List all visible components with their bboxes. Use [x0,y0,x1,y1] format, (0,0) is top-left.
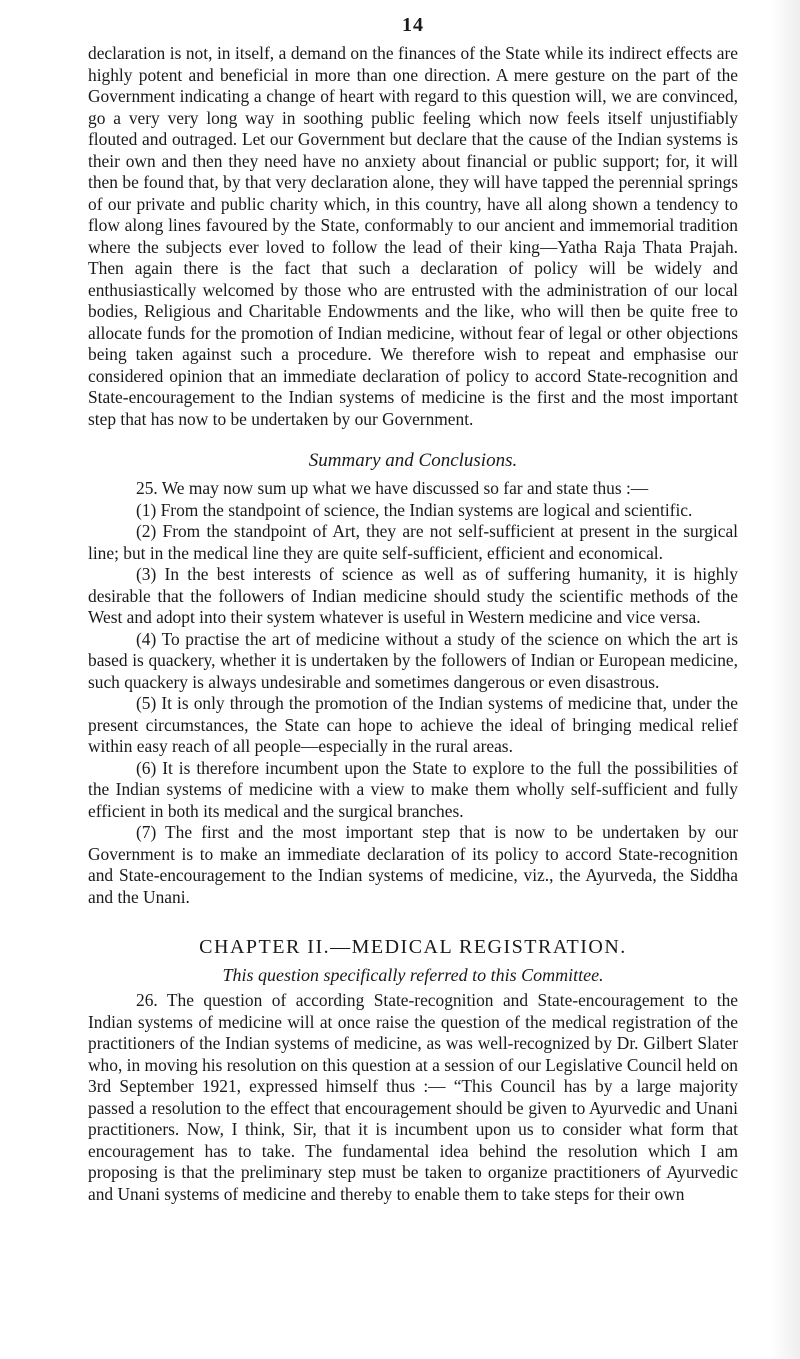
summary-item-2: (2) From the standpoint of Art, they are not self-sufficient at present in the surgical line; but in the medical line they are quite self-sufficient, efficient and economical. [88,521,738,563]
page-edge-shadow [770,0,800,1359]
paragraph-25: 25. We may now sum up what we have discussed so far and state thus :— [136,478,649,498]
summary-item-6: (6) It is therefore incumbent upon the State to explore to the full the possibilities of the Indian systems of medicine with a view to make them wholly self-sufficient and fully efficient in both its medical and the surgical branches. [88,757,738,821]
summary-item-4: (4) To practise the art of medicine without a study of the science on which the art is based is quackery, whether it is undertaken by the followers of Indian or European medicine, such quackery is always undesirable and sometimes dangerous or even disastrous. [88,628,738,692]
chapter-title: CHAPTER II.—MEDICAL REGISTRATION. [199,936,627,958]
paragraph-26: 26. The question of according State-recognition and State-encouragement to the Indian systems of medicine will at once raise the question of the medical registration of the practitioners of the Indian systems of medicine, as was well-recognized by Dr. Gilbert Slater who, in moving his resolution on this question at a session of our Legislative Council held on 3rd September 1921, expressed himself thus :— “This Council has by a large majority passed a resolution to the effect that encouragement should be given to Ayurvedic and Unani practitioners. Now, I think, Sir, that it is incumbent upon us to consider what form that encouragement has to take. The fundamental idea behind the resolution which I am proposing is that the preliminary step must be taken to organize practitioners of Ayurvedic and Unani systems of medicine and thereby to enable them to take steps for their own [88,990,738,1204]
summary-heading: Summary and Conclusions. [308,450,518,471]
summary-item-7: (7) The first and the most important step that is now to be undertaken by our Government is to make an immediate declaration of its policy to accord State-recognition and State-encouragement to the Indian systems of medicine, viz., the Ayurveda, the Siddha and the Unani. [88,822,738,907]
summary-item-3: (3) In the best interests of science as well as of suffering humanity, it is highly desirable that the followers of Indian medicine should study the scientific methods of the West and adopt into their system whatever is useful in Western medicine and vice versa. [88,564,738,627]
summary-item-5: (5) It is only through the promotion of the Indian systems of medicine that, under the present circumstances, the State can hope to achieve the ideal of bringing medical relief within easy reach of all people—especially in the rural areas. [88,693,738,756]
summary-item-1: (1) From the standpoint of science, the Indian systems are logical and scientific. [136,499,693,520]
document-page [88,14,738,1205]
chapter-subtitle: This question specifically referred to this Committee. [222,965,604,985]
page-number: 14 [402,14,424,36]
intro-paragraph: declaration is not, in itself, a demand on the finances of the State while its indirect effects are highly potent and beneficial in more than one direction. A mere gesture on the part of the Government indicating a change of heart with regard to this question will, we are convinced, go a very very long way in soothing public feeling which now feels itself unjustifiably flouted and outraged. Let our Government but declare that the cause of the Indian systems is their own and then they need have no anxiety about financial or public support; for, it will then be found that, by that very declaration alone, they will have tapped the perennial springs of our private and public charity which, in this country, have all along shown a tendency to flow along lines favoured by the State, conformably to our ancient and immemorial tradition where the subjects ever loved to follow the lead of their king—Yatha Raja Thata Prajah. Then again there is the fact that such a declaration of policy will be widely and enthusiastically welcomed by those who are entrusted with the administration of our local bodies, Religious and Charitable Endowments and the like, who will then be quite free to allocate funds for the promotion of Indian medicine, without fear of legal or other objections being taken against such a procedure. We therefore wish to repeat and emphasise our considered opinion that an immediate declaration of policy to accord State-recognition and State-encouragement to the Indian systems of medicine is the first and the most important step that has now to be undertaken by our Government. [88,43,738,429]
